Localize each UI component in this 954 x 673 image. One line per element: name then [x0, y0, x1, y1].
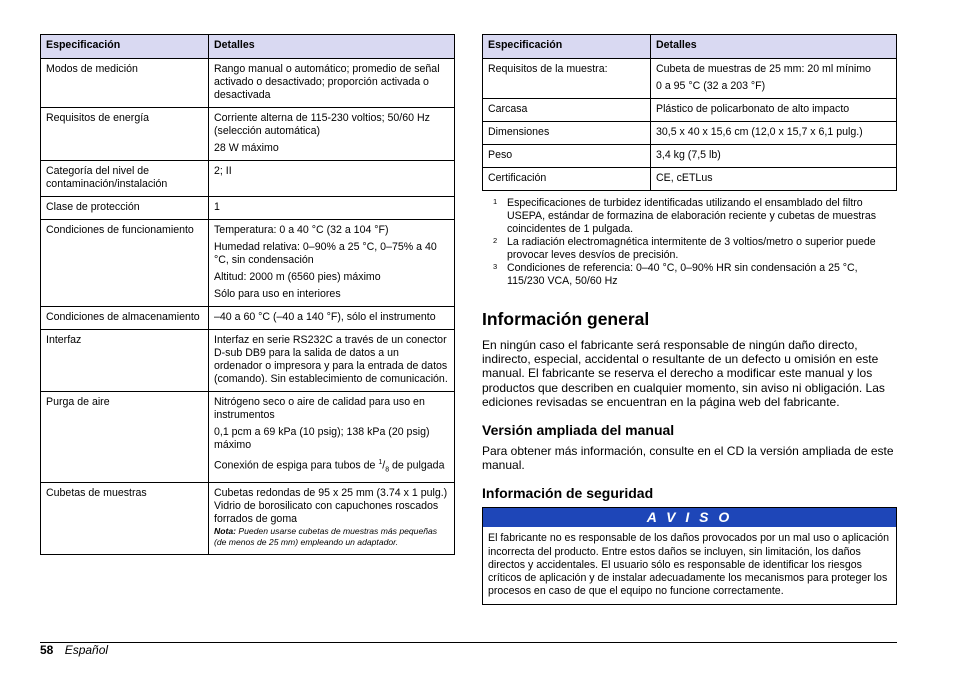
notice-label: A V I S O: [483, 508, 896, 527]
details-cell: [209, 220, 455, 307]
spec-cell: Condiciones de funcionamiento: [41, 220, 209, 307]
footer-divider: [40, 642, 897, 643]
detail-line: Cubetas redondas de 95 x 25 mm (3.74 x 1 pulg.) Vidrio de borosilicato con capuchones roscados forrados de goma: [214, 486, 448, 525]
section-title-safety: Información de seguridad: [482, 485, 654, 502]
details-cell: [209, 161, 455, 197]
fraction-denominator: 8: [385, 466, 390, 474]
spec-cell: Condiciones de almacenamiento: [41, 307, 209, 330]
left-column: [40, 34, 455, 555]
spec-cell: Cubetas de muestras: [41, 482, 209, 554]
detail-line: Sólo para uso en interiores: [214, 288, 341, 300]
note-label: Nota:: [214, 525, 236, 536]
details-cell: [209, 330, 455, 392]
spec-cell: Dimensiones: [483, 122, 651, 145]
fitting-suffix: de pulgada: [389, 459, 445, 472]
table-header-row: [483, 35, 897, 59]
page-footer: [40, 643, 108, 657]
footnote-number: 3: [493, 262, 498, 271]
details-cell: [651, 145, 897, 168]
spec-cell: Categoría del nivel de contaminación/instalación: [41, 161, 209, 197]
column-header-spec: Especificación: [483, 35, 651, 59]
spec-cell: Clase de protección: [41, 197, 209, 220]
detail-line: Cubeta de muestras de 25 mm: 20 ml mínimo: [656, 63, 871, 75]
details-cell: [209, 307, 455, 330]
column-header-details: Detalles: [651, 35, 897, 59]
detail-line: Humedad relativa: 0–90% a 25 °C, 0–75% a 40 °C, sin condensación: [214, 241, 437, 266]
detail-line: Plástico de policarbonato de alto impacto: [656, 103, 850, 115]
section-title-extended-manual: Versión ampliada del manual: [482, 422, 675, 439]
detail-line: 0 a 95 °C (32 a 203 °F): [656, 80, 766, 92]
table-row: [483, 122, 897, 145]
table-row: [41, 392, 455, 483]
spec-cell: Requisitos de la muestra:: [483, 59, 651, 99]
footnote: [482, 262, 897, 288]
detail-line: Nitrógeno seco o aire de calidad para uso en instrumentos: [214, 396, 425, 421]
details-cell: [209, 392, 455, 483]
detail-line: 3,4 kg (7,5 lb): [656, 149, 721, 161]
details-cell: [651, 59, 897, 99]
footnote-text: La radiación electromagnética intermitente de 3 voltios/metro o superior puede provocar leves desvíos de precisión.: [507, 236, 876, 261]
table-row: [483, 145, 897, 168]
detail-line-fitting: [214, 456, 449, 477]
table-row: [483, 99, 897, 122]
spec-cell: Interfaz: [41, 330, 209, 392]
details-cell: [651, 168, 897, 191]
footnotes: [482, 197, 897, 288]
table-row: [41, 482, 455, 554]
table-row: [483, 59, 897, 99]
detail-line: CE, cETLus: [656, 172, 713, 184]
note-text: Pueden usarse cubetas de muestras más pequeñas (de menos de 25 mm) empleando un adaptador.: [214, 525, 438, 547]
detail-line: 30,5 x 40 x 15,6 cm (12,0 x 15,7 x 6,1 pulg.): [656, 126, 863, 138]
footnote: [482, 236, 897, 262]
detail-line: –40 a 60 °C (–40 a 140 °F), sólo el instrumento: [214, 311, 436, 323]
footnote: [482, 197, 897, 236]
section-title-general: Información general: [482, 309, 650, 329]
specifications-table-right: [482, 34, 897, 191]
extended-manual-body: Para obtener más información, consulte en el CD la versión ampliada de este manual.: [482, 444, 894, 473]
specifications-table-left: [40, 34, 455, 555]
footer-language: Español: [64, 643, 109, 657]
table-header-row: [41, 35, 455, 59]
table-row: [41, 59, 455, 108]
table-row: [41, 108, 455, 161]
detail-line: Altitud: 2000 m (6560 pies) máximo: [214, 271, 381, 283]
spec-cell: Carcasa: [483, 99, 651, 122]
details-cell: [651, 122, 897, 145]
detail-line: Rango manual o automático; promedio de señal activado o desactivado; proporción activada o desactivada: [214, 63, 440, 101]
spec-cell: Peso: [483, 145, 651, 168]
footnote-number: 2: [493, 236, 498, 245]
column-header-spec: Especificación: [41, 35, 209, 59]
table-row: [41, 220, 455, 307]
detail-line: 0,1 pcm a 69 kPa (10 psig); 138 kPa (20 psig) máximo: [214, 426, 430, 451]
spec-cell: Modos de medición: [41, 59, 209, 108]
notice-box: [482, 507, 897, 605]
table-row: [483, 168, 897, 191]
general-body: En ningún caso el fabricante será responsable de ningún daño directo, indirecto, especial, accidental o resultante de un defecto u omisión en este manual. El fabricante se reserva el derecho a modificar este manual y los productos que describen en cualquier momento, sin aviso ni obligación. Las ediciones revisadas se encuentran en la página web del fabricante.: [482, 338, 885, 409]
table-row: [41, 307, 455, 330]
detail-line: 2; II: [214, 165, 232, 177]
details-cell: [209, 197, 455, 220]
table-row: [41, 161, 455, 197]
footnote-number: 1: [493, 197, 498, 206]
footnote-text: Especificaciones de turbidez identificadas utilizando el ensamblado del filtro USEPA, estándar de formazina de elaboración reciente y cubetas de muestras coincidentes de 1 pulgada.: [507, 197, 877, 235]
detail-line: Corriente alterna de 115-230 voltios; 50/60 Hz (selección automática): [214, 112, 430, 137]
notice-body: El fabricante no es responsable de los daños provocados por un mal uso o aplicación incorrecta del producto. Entre estos daños se incluyen, sin limitación, los daños directos y accidentales. El usuario sólo es responsable de identificar los riesgos críticos de aplicación y de instalar adecuadamente los mecanismos para proteger los procesos en caso de que el equipo no funcione correctamente.: [488, 532, 890, 598]
details-cell: [651, 99, 897, 122]
column-header-details: Detalles: [209, 35, 455, 59]
cell-note: [214, 526, 449, 548]
detail-line: 28 W máximo: [214, 142, 279, 154]
detail-line: 1: [214, 201, 220, 213]
spec-cell: Purga de aire: [41, 392, 209, 483]
spec-cell: Certificación: [483, 168, 651, 191]
details-cell: [209, 59, 455, 108]
page-number: 58: [40, 643, 54, 657]
footnote-text: Condiciones de referencia: 0–40 °C, 0–90% HR sin condensación a 25 °C, 115/230 VCA, 50/60 Hz: [507, 262, 858, 287]
detail-line: Interfaz en serie RS232C a través de un conector D-sub DB9 para la salida de datos a un ordenador o impresora y para la entrada de datos (comando). Sin establecimiento de comunicación.: [214, 334, 448, 385]
detail-line: Temperatura: 0 a 40 °C (32 a 104 °F): [214, 224, 389, 236]
table-row: [41, 197, 455, 220]
details-cell: [209, 108, 455, 161]
fraction-numerator: 1: [378, 459, 383, 466]
spec-cell: Requisitos de energía: [41, 108, 209, 161]
fraction-slash: /: [382, 459, 386, 472]
table-row: [41, 330, 455, 392]
details-cell: [209, 482, 455, 554]
right-column: [482, 34, 897, 605]
fitting-prefix: Conexión de espiga para tubos de: [214, 459, 379, 472]
